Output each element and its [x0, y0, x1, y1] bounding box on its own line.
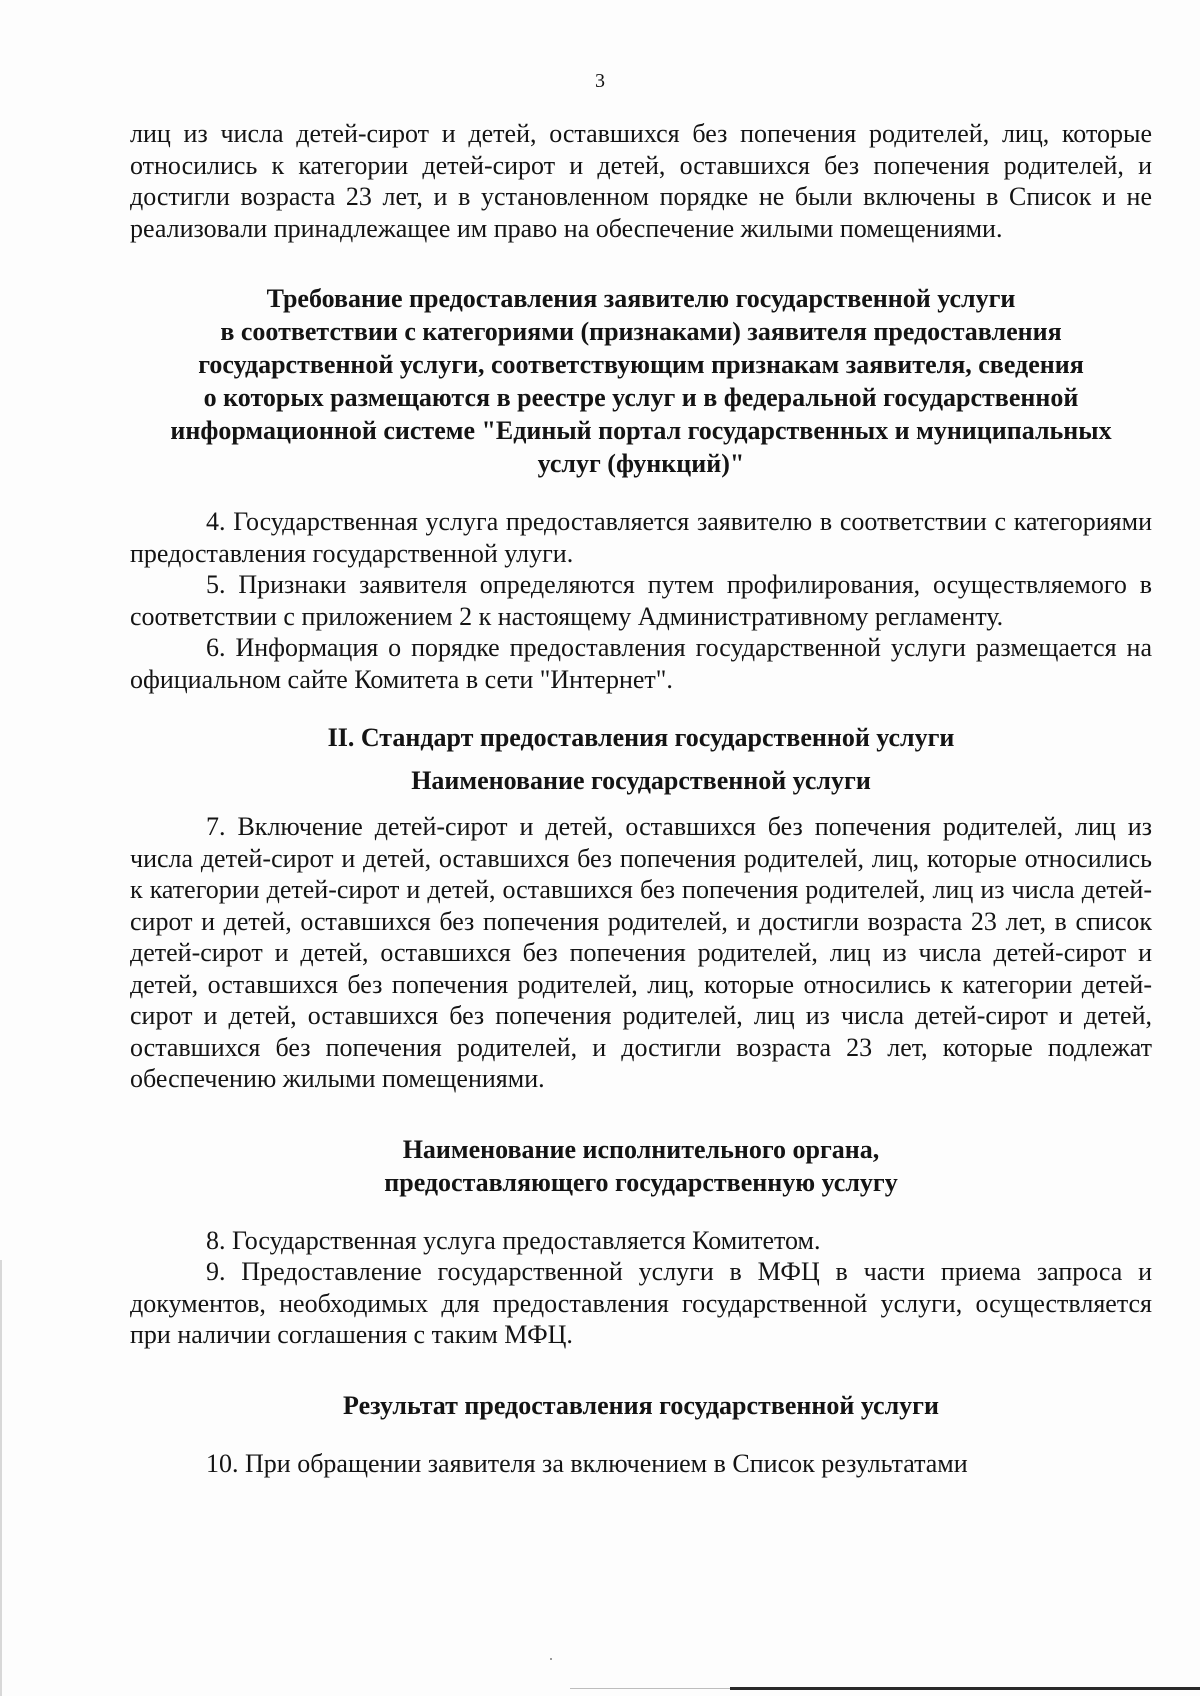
heading-executive-body-line: предоставляющего государственную услугу	[384, 1167, 898, 1197]
scan-bottom-line	[730, 1687, 1200, 1690]
heading-section-ii: II. Стандарт предоставления государственной услуги	[327, 723, 955, 752]
paragraph-8: 8. Государственная услуга предоставляется Комитетом.	[206, 1225, 821, 1255]
heading-service-name: Наименование государственной услуги	[411, 766, 871, 795]
heading-result: Результат предоставления государственной услуги	[343, 1390, 939, 1420]
scan-speck	[550, 1658, 552, 1660]
paragraph-intro: лиц из числа детей-сирот и детей, оставшихся без попечения родителей, лиц, которые относились к категории детей-сирот и детей, оставшихся без попечения родителей, и достигли возраста 23 лет, и в установленном порядке не были включены в Список и не реализовали принадлежащее им право на обеспечение жилыми помещениями.	[130, 119, 1152, 243]
heading-requirement-line: информационной системе "Единый портал государственных и муниципальных	[170, 416, 1112, 445]
scan-edge-line	[0, 1260, 2, 1696]
paragraph-5: 5. Признаки заявителя определяются путем профилирования, осуществляемого в соответствии с приложением 2 к настоящему Административному регламенту.	[130, 570, 1152, 631]
heading-requirement	[130, 282, 1152, 480]
heading-requirement-line: о которых размещаются в реестре услуг и в федеральной государственной	[203, 383, 1079, 412]
paragraph-7: 7. Включение детей-сирот и детей, оставшихся без попечения родителей, лиц из числа детей-сирот и детей, оставшихся без попечения родителей, лиц, которые относились к категории детей-сирот и детей, оставшихся без попечения родителей, лиц из числа детей-сирот и детей, оставшихся без попечения родителей, и достигли возраста 23 лет, в список детей-сирот и детей, оставшихся без попечения родителей, лиц из числа детей-сирот и детей, оставшихся без попечения родителей, лиц, которые относились к категории детей-сирот и детей, оставшихся без попечения родителей, лиц из числа детей-сирот и детей, оставшихся без попечения родителей, и достигли возраста 23 лет, которые подлежат обеспечению жилыми помещениями.	[130, 812, 1152, 1093]
heading-requirement-line: Требование предоставления заявителю государственной услуги	[266, 284, 1016, 313]
document-body	[130, 118, 1152, 1479]
heading-executive-body	[130, 1133, 1152, 1199]
heading-requirement-line: в соответствии с категориями (признаками) заявителя предоставления	[220, 317, 1062, 346]
scan-artifact-line	[570, 1688, 730, 1689]
heading-requirement-line: государственной услуги, соответствующим признакам заявителя, сведения	[198, 350, 1084, 379]
page-number: 3	[595, 70, 605, 92]
paragraph-9: 9. Предоставление государственной услуги в МФЦ в части приема запроса и документов, необходимых для предоставления государственной услуги, осуществляется при наличии соглашения с таким МФЦ.	[130, 1257, 1152, 1349]
heading-executive-body-line: Наименование исполнительного органа,	[402, 1134, 880, 1164]
heading-requirement-line: услуг (функций)"	[537, 449, 745, 478]
paragraph-4: 4. Государственная услуга предоставляется заявителю в соответствии с категориями предоставления государственной улуги.	[130, 507, 1152, 568]
paragraph-10: 10. При обращении заявителя за включением в Список результатами	[206, 1448, 968, 1478]
paragraph-6: 6. Информация о порядке предоставления государственной услуги размещается на официальном сайте Комитета в сети "Интернет".	[130, 633, 1152, 694]
